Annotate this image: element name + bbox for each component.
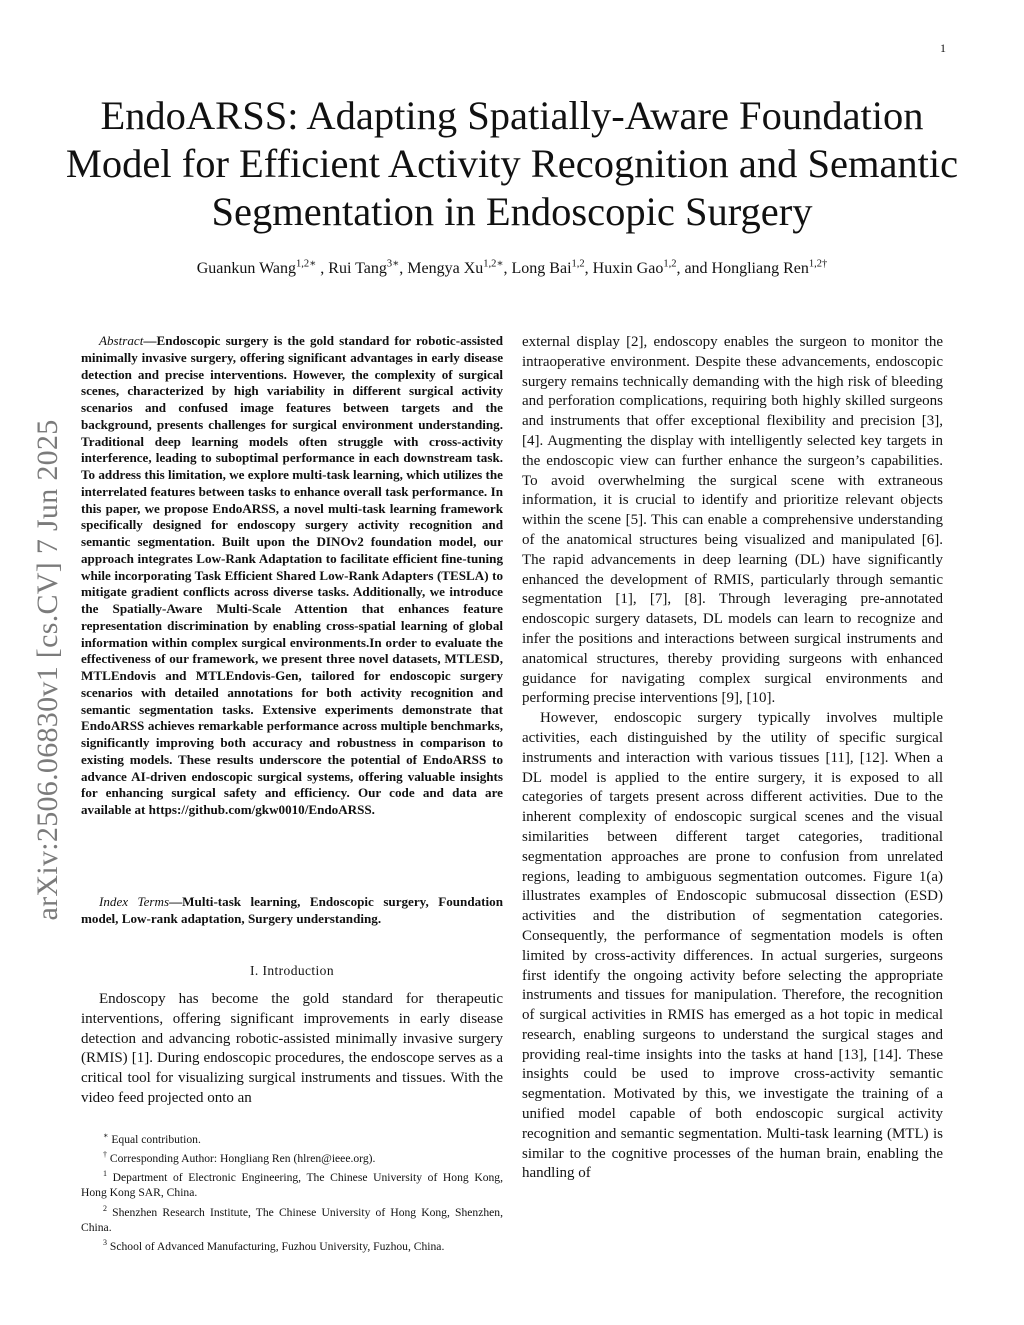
index-terms-text: —Multi-task learning, Endoscopic surgery, Foundation model, Low-rank adaptation, Surgery understanding. [81, 894, 503, 926]
footnote: † Corresponding Author: Hongliang Ren (hlren@ieee.org). [103, 1150, 376, 1166]
page-number: 1 [940, 41, 946, 55]
intro-paragraph: Endoscopy has become the gold standard for therapeutic interventions, offering significant improvements in early disease detection and advancing robotic-assisted minimally invasive surgery (RMIS) [1]. During endoscopic procedures, the endoscope serves as a critical tool for visualizing surgical instruments and tissues. With the video feed projected onto an [81, 991, 503, 1106]
index-terms [81, 894, 503, 928]
body-paragraph: However, endoscopic surgery typically involves multiple activities, each distinguished by the utility of specific surgical instruments and interaction with various tissues [11], [12]. When a DL model is applied to the entire surgery, it is exposed to all categories of targets present across different activities. Due to the inherent complexity of endoscopic surgical scenes and the visual similarities between different target categories, traditional segmentation approaches are prone to confusion from unrelated regions, leading to ambiguous segmentation outcomes. Figure 1(a) illustrates examples of Endoscopic submucosal dissection (ESD) activities and the distribution of segmentation categories. Consequently, the performance of segmentation models is often limited by cross-activity differences. In actual surgeries, surgeons first identify the ongoing activity before selecting the appropriate instruments and tissues for manipulation. Therefore, the recognition of surgical activities in RMIS has emerged as a hot topic in medical research, enabling surgeons to understand the surgical stages and providing real-time insights into the tasks at hand [13], [14]. These insights could be used to improve cross-activity semantic segmentation. Motivated by this, we investigate the training of a unified model capable of both endoscopic surgical activity recognition and semantic segmentation. Multi-task learning (MTL) is similar to the cognitive processes of the human brain, enabling the handling of [522, 710, 943, 1182]
section-heading: I. Introduction [250, 963, 334, 978]
arxiv-stamp [28, 380, 68, 960]
author-list [60, 254, 964, 280]
author: Rui Tang$^{3∗}$, [328, 259, 408, 278]
footnotes [81, 1128, 503, 1254]
author: Mengya $Xu^{1,2∗}$, [407, 259, 512, 278]
abstract [81, 333, 503, 819]
abstract-text: —Endoscopic surgery is the gold standard for robotic-assisted minimally invasive surgery, offering significant advantages in early disease detection and precise interventions. However, the complexity of surgical scenes, characterized by high variability in different surgical activity scenarios and confused image features between targets and the background, presents challenges for surgical environment understanding. Traditional deep learning models often struggle with cross-activity interference, leading to suboptimal performance in each downstream task. To address this limitation, we explore multi-task learning, which utilizes the interrelated features between tasks to enhance overall task performance. In this paper, we propose EndoARSS, a novel multi-task learning framework specifically designed for endoscopy surgery activity recognition and semantic segmentation. Built upon the DINOv2 foundation model, our approach integrates Low-Rank Adaptation to facilitate efficient fine-tuning while incorporating Task Efficient Shared Low-Rank Adapters (TESLA) to mitigate gradient conflicts across diverse tasks. Additionally, we introduce the Spatially-Aware Multi-Scale Attention that enhances feature representation discrimination by enabling cross-spatial learning of global information within complex surgical environments.In order to evaluate the effectiveness of our framework, we present three novel datasets, MTLESD, MTLEndovis and MTLEndovis-Gen, tailored for endoscopic surgery scenarios with detailed annotations for both activity recognition and semantic segmentation tasks. Extensive experiments demonstrate that EndoARSS achieves remarkable performance across multiple benchmarks, significantly improving both accuracy and robustness in comparison to existing models. These results underscore the potential of EndoARSS to advance AI-driven endoscopic surgical systems, offering valuable insights for enhancing surgical safety and efficiency. Our code and data are available at https://github.com/gkw0010/EndoARSS. [81, 333, 503, 817]
abstract-label: Abstract [99, 333, 144, 348]
index-terms-label: Index Terms [99, 894, 170, 909]
author: Huxin Gao$^{1,2}$, and [592, 259, 712, 278]
footnote: ∗ Equal contribution. [103, 1131, 201, 1146]
arxiv-stamp-text: arXiv:2506.06830v1 [cs.CV] 7 Jun 2025 [31, 419, 64, 921]
author: Hongliang Ren$^{1,2\dagger}$ [711, 259, 828, 278]
body-paragraph: external display [2], endoscopy enables the surgeon to monitor the intraoperative environment. Despite these advancements, endoscopic surgery remains technically demanding with the high risk of bleeding and perforation complications, requiring both highly skilled surgeons and instruments that offer exceptional flexibility and precision [3], [4]. Augmenting the display with intelligently selected key targets in the endoscopic view can further enhance the surgeon’s capabilities. To avoid overwhelming the surgical scene with extraneous information, it is crucial to identify and prioritize relevant objects within the scene [5]. This can enable a comprehensive understanding of the anatomical structures being visualized and manipulated [6]. The rapid advancements in deep learning (DL) have significantly enhanced the development of RMIS, particularly through semantic segmentation [1], [7], [8]. Through leveraging pre-annotated endoscopic surgery datasets, DL models can learn to recognize and infer the positions and interactions between surgical instruments and anatomical structures, thereby providing surgeons with enhanced guidance for navigating complex surgical environments and performing precise interventions [9], [10]. [522, 334, 943, 707]
author: Long Bai$^{1,2}$, [511, 259, 593, 278]
footnote: $^3$ School of Advanced Manufacturing, Fuzhou University, Fuzhou, China. [103, 1238, 445, 1254]
author: Guankun Wang$^{1,2∗}$ , [196, 259, 329, 278]
footnote: $^2$ Shenzhen Research Institute, The Chinese University of Hong Kong, Shenzhen, China. [81, 1203, 503, 1234]
paper-title: EndoARSS: Adapting Spatially-Aware Foundation Model for Efficient Activity Recognition and Semantic Segmentation in Endoscopic Surgery [65, 93, 959, 234]
right-column [522, 333, 943, 1184]
footnote: $^1$ Department of Electronic Engineering, The Chinese University of Hong Kong, Hong Kong SAR, China. [81, 1169, 503, 1200]
